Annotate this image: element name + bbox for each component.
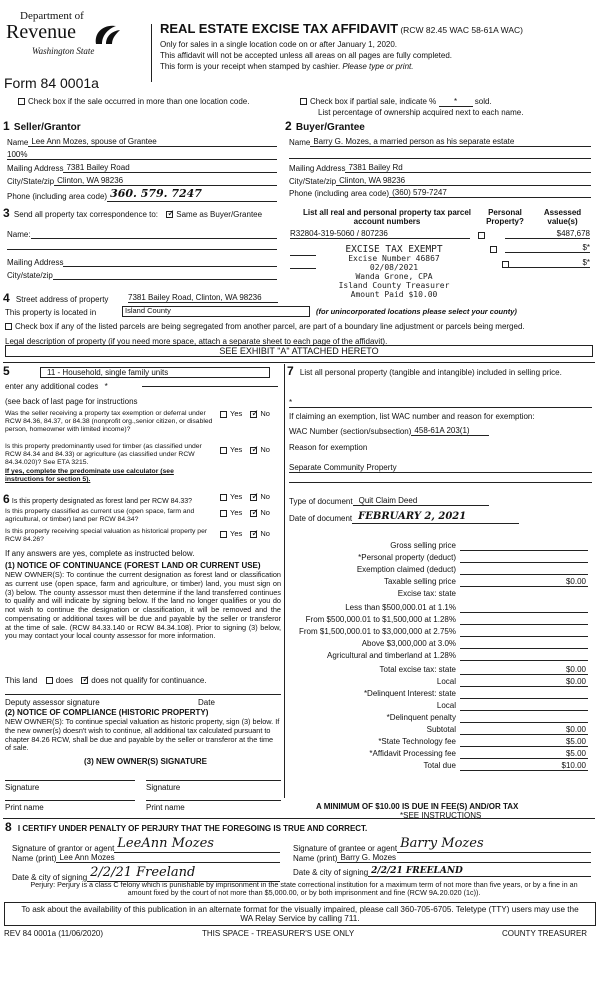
dept-line1: Department of (20, 10, 84, 22)
s3-city-label: City/state/zip (7, 271, 53, 280)
seller-phone-field[interactable]: 360. 579. 7247 (107, 188, 277, 202)
legal-description-field[interactable]: SEE EXHIBIT "A" ATTACHED HERETO (5, 345, 593, 357)
s5-q1-yes-label: Yes (230, 409, 243, 418)
s3-addr-row (7, 258, 277, 267)
s5-q2-no[interactable] (250, 447, 257, 454)
additional-codes-row (5, 382, 108, 391)
partial-pct-field[interactable]: * (439, 97, 473, 107)
buyer-pct-row (289, 150, 591, 159)
additional-codes-line (142, 386, 278, 387)
tax-value-local[interactable]: $0.00 (460, 677, 588, 687)
buyer-heading (285, 120, 365, 134)
parcel-3-field[interactable] (290, 268, 316, 269)
s5-q1-yes[interactable] (220, 411, 227, 418)
tax-label-delinq-pen: *Delinquent penalty (386, 713, 456, 722)
personal-property-1-checkbox[interactable] (478, 232, 485, 239)
s6-q2-no-label: No (260, 508, 270, 517)
owner-sig-line-1[interactable] (5, 780, 135, 781)
buyer-heading-text: Buyer/Grantee (295, 122, 365, 133)
buyer-name-field[interactable]: Barry G. Mozes, a married person as his separate estate (310, 137, 591, 147)
s5-q2-no-label: No (260, 445, 270, 454)
owner-print-line-1[interactable] (5, 800, 135, 801)
s6-q3-yes-label: Yes (230, 529, 243, 538)
assessed-value-2[interactable]: $* (505, 243, 590, 253)
s6-q1-yes[interactable] (220, 494, 227, 501)
reason-line-2 (289, 482, 592, 483)
seller-city-label: City/State/zip (7, 177, 55, 186)
tax-value-taxable[interactable]: $0.00 (460, 577, 588, 587)
grantor-name-row (12, 853, 280, 863)
excise-exempt-stamp (318, 245, 470, 299)
uninc-note: (for unincorporated locations please select your county) (316, 307, 517, 316)
tax-label-taxable: Taxable selling price (383, 577, 456, 586)
owner-print-line-2[interactable] (146, 800, 281, 801)
doc-type-row (289, 496, 489, 506)
seller-num: 1 (3, 119, 10, 133)
tax-label-local2: Local (436, 701, 456, 710)
doc-date-label: Date of document (289, 514, 353, 524)
tax-label-r3: From $1,500,000.01 to $3,000,000 at 2.75% (298, 627, 456, 636)
stamp-line5: Island County Treasurer (338, 280, 450, 290)
perjury-note: Perjury: Perjury is a class C felony which is punishable by imprisonment in the state correctional institution for a maximum term of not more than five years, or by a fine in an amount fixed by the court of not more than $5,000.00, or by both imprisonment and fine (RCW 9A.20.020 (1c)). (30, 880, 578, 898)
grantor-date-label: Date & city of signing (12, 872, 88, 882)
dor-swirl-icon (92, 22, 122, 48)
buyer-city-row (289, 176, 591, 186)
s6-n1-body: NEW OWNER(S): To continue the current designation as forest land or classification as current use (open space, farm and agriculture, or timber) land, you must sign on (3) below. The county assessor must then determine if the land transferred continues to qualify and will indicate by signing below. If the land no longer qualifies or you do not wish to continue the designation or classification, it will be removed and the compensating or additional taxes will be due and payable by the seller or transferor at the time of sale. (RCW 84.33.140 or RCW 84.34.108). Prior to signing (3) below, you may contact your local county assessor for more information. (5, 570, 281, 641)
tax-label-r4: Above $3,000,000 at 3.0% (361, 639, 456, 648)
land-not-qualify-checkbox[interactable] (81, 677, 88, 684)
section3-num: 3 (3, 206, 10, 220)
section6-num: 6 (3, 492, 10, 506)
s6-q3-text: Is this property receiving special valuation as historical property per RCW 84.26? (5, 528, 208, 544)
land-label: This land (5, 676, 38, 685)
tax-label-r2: From $500,000.01 to $1,500,000 at 1.28% (305, 615, 456, 624)
title-ref: (RCW 82.45 WAC 58-61A WAC) (400, 25, 523, 35)
partial-sale-check[interactable] (300, 97, 492, 107)
tax-label-r1: Less than $500,000.01 at 1.1% (345, 603, 456, 612)
s6-n2-title: (2) NOTICE OF COMPLIANCE (HISTORIC PROPERTY) (5, 708, 209, 717)
header-sub3-text: This form is your receipt when stamped by cashier. (160, 62, 341, 71)
buyer-name-row (289, 137, 591, 147)
multi-location-label: Check box if the sale occurred in more than one location code. (28, 97, 250, 106)
tax-value-r2[interactable] (460, 615, 588, 625)
parcels-header: List all real and personal property tax parcel account numbers (302, 208, 472, 227)
seller-phone-label: Phone (including area code) (7, 192, 108, 202)
buyer-name-label: Name (289, 138, 311, 147)
owner-sig-label-1: Signature (5, 783, 40, 792)
tax-label-excise-state: Excise tax: state (397, 589, 456, 598)
reason-field[interactable]: Separate Community Property (289, 463, 592, 473)
seller-phone-row (7, 188, 277, 202)
wac-label: WAC Number (section/subsection) (289, 427, 412, 436)
tax-value-delinq-pen[interactable] (460, 713, 588, 723)
s5-q2-answers (220, 446, 270, 455)
grantee-date-field[interactable]: 2/2/21 FREELAND (368, 866, 591, 877)
section8-divider (3, 818, 595, 819)
buyer-phone-field[interactable]: (360) 579-7247 (389, 188, 591, 198)
seller-city-row (7, 176, 277, 186)
stamp-line1: EXCISE TAX EXEMPT (345, 244, 443, 255)
seller-name-row (7, 137, 277, 147)
additional-codes-label: enter any additional codes (5, 382, 99, 391)
tax-value-r3[interactable] (460, 627, 588, 637)
tax-label-tech-fee: *State Technology fee (378, 737, 456, 746)
s6-n1-title: (1) NOTICE OF CONTINUANCE (FOREST LAND OR CURRENT USE) (5, 561, 261, 570)
tax-label-total-state: Total excise tax: state (379, 665, 456, 674)
seller-name-label: Name (7, 138, 29, 147)
assessor-sig-line[interactable] (5, 694, 281, 695)
buyer-city-label: City/State/zip (289, 177, 337, 186)
partial-sale-checkbox[interactable] (300, 98, 307, 105)
section-divider (3, 362, 595, 363)
section8-num: 8 (5, 820, 12, 834)
tax-value-r5[interactable] (460, 651, 588, 661)
tax-value-local2[interactable] (460, 701, 588, 711)
dept-line3: Washington State (32, 46, 95, 56)
buyer-pct-field[interactable] (289, 150, 591, 159)
rev-number: REV 84 0001a (11/06/2020) (4, 929, 104, 938)
tax-label-total-due: Total due (423, 761, 456, 770)
s5-q1-text: Was the seller receiving a property tax exemption or deferral under RCW 84.36, 84.37, or 84.38 (nonprofit org.,senior citizen, or disabled person, homeowner with limited income)? (5, 410, 213, 434)
buyer-addr-row (289, 163, 591, 173)
s5-q2-text: Is this property predominantly used for timber (as classified under RCW 84.34 and 84.33) or agriculture (as classified under RCW 84.34.020)? See ETA 3215. (5, 443, 202, 467)
s5-q1-no[interactable] (250, 411, 257, 418)
land-qualify-row (5, 676, 206, 685)
tax-value-personal[interactable] (460, 553, 588, 563)
tax-label-gross: Gross selling price (390, 541, 456, 550)
list-pct-note: List percentage of ownership acquired next to each name. (318, 108, 524, 117)
s6-if-any: If any answers are yes, complete as instructed below. (5, 549, 195, 558)
tax-label-r5: Agricultural and timberland at 1.28% (327, 651, 456, 660)
section5-num: 5 (3, 364, 10, 378)
tax-value-proc-fee[interactable]: $5.00 (460, 749, 588, 759)
stamp-line4: Wanda Grone, CPA (355, 272, 433, 282)
s6-q2-text: Is this property classified as current use (open space, farm and agricultural, or timber) land per RCW 84.34? (5, 508, 195, 524)
section3-label: Send all property tax correspondence to: (13, 210, 159, 219)
tax-value-exemption[interactable] (460, 565, 588, 575)
stamp-line6: Amount Paid $10.00 (350, 289, 438, 299)
grantor-date-field[interactable]: 2/2/21 Freeland (87, 866, 280, 882)
reason-label: Reason for exemption (289, 443, 368, 452)
section4-heading (3, 292, 108, 306)
s6-q3-no[interactable] (250, 531, 257, 538)
section3-heading (3, 207, 262, 221)
grantor-name-label: Name (print) (12, 854, 57, 863)
grantor-sig-row (12, 837, 280, 853)
header-sub2: This affidavit will not be accepted unless all areas on all pages are fully completed. (160, 51, 453, 60)
seller-addr-field[interactable]: 7381 Bailey Road (63, 163, 277, 173)
tax-value-gross[interactable] (460, 541, 588, 551)
s6-q1-text: Is this property designated as forest land per RCW 84.33? (11, 498, 193, 505)
s3-addr-field[interactable] (63, 258, 277, 267)
owner-print-label-1: Print name (5, 803, 44, 812)
certify-text: I CERTIFY UNDER PENALTY OF PERJURY THAT THE FOREGOING IS TRUE AND CORRECT. (17, 824, 368, 833)
buyer-addr-field[interactable]: 7381 Bailey Rd (345, 163, 591, 173)
grantee-name-field[interactable]: Barry G. Mozes (337, 853, 591, 863)
tax-value-r4[interactable] (460, 639, 588, 649)
sold-label: sold. (474, 97, 492, 106)
county-select[interactable]: Island County (122, 306, 310, 317)
tax-value-total-due[interactable]: $10.00 (460, 761, 588, 771)
s3-addr-label: Mailing Address (7, 258, 64, 267)
wac-field[interactable]: 458-61A 203(1) (411, 426, 489, 436)
tax-value-delinq-int[interactable] (460, 689, 588, 699)
section7-label: List all personal property (tangible and intangible) included in selling price. (299, 368, 562, 377)
partial-label: Check box if partial sale, indicate % (310, 97, 437, 106)
wac-row (289, 426, 489, 436)
multi-location-checkbox[interactable] (18, 98, 25, 105)
s6-q2-no[interactable] (250, 510, 257, 517)
s5-q1-answers (220, 410, 270, 419)
tax-value-subtotal[interactable]: $0.00 (460, 725, 588, 735)
seller-heading-text: Seller/Grantor (13, 122, 81, 133)
s6-q2-yes[interactable] (220, 510, 227, 517)
owner-print-label-2: Print name (146, 803, 185, 812)
s6-q2-answers (220, 509, 270, 518)
see-back-note: (see back of last page for instructions (5, 397, 138, 406)
s6-q1-answers (220, 493, 270, 502)
s5-q2-yes[interactable] (220, 447, 227, 454)
s3-name-row (7, 230, 277, 239)
seller-name-field[interactable]: Lee Ann Mozes, spouse of Grantee (28, 137, 277, 147)
land-does-checkbox[interactable] (46, 677, 53, 684)
header-sub1: Only for sales in a single location code on or after January 1, 2020. (160, 40, 398, 49)
doc-type-field[interactable]: Quit Claim Deed (353, 496, 489, 506)
seller-pct-row (7, 150, 277, 160)
grantee-name-label: Name (print) (293, 854, 338, 863)
same-as-buyer-label: Same as Buyer/Grantee (176, 210, 263, 219)
parcel-1-field[interactable]: R32804-319-5060 / 807236 (290, 229, 470, 239)
form-number: Form 84 0001a (4, 75, 99, 91)
street-label: Street address of property (15, 295, 109, 304)
use-code-select[interactable]: 11 - Household, single family units (40, 367, 270, 378)
parcel-2-field[interactable] (290, 255, 316, 256)
s6-q2-yes-label: Yes (230, 508, 243, 517)
doc-date-row (289, 511, 519, 524)
tax-label-subtotal: Subtotal (426, 725, 456, 734)
assessed-value-3[interactable]: $* (505, 258, 590, 268)
doc-date-field[interactable]: FEBRUARY 2, 2021 (352, 511, 519, 524)
s6-q1 (3, 493, 192, 507)
minimum-note: A MINIMUM OF $10.00 IS DUE IN FEE(S) AND/OR TAX (316, 802, 519, 811)
personal-property-header: Personal Property? (486, 208, 524, 227)
stamp-line3: 02/08/2021 (369, 263, 419, 273)
s6-q1-no-label: No (260, 492, 270, 501)
exempt-label: If claiming an exemption, list WAC number and reason for exemption: (289, 412, 535, 421)
s5-q1-no-label: No (260, 409, 270, 418)
buyer-addr-label: Mailing Address (289, 164, 346, 173)
section7-heading (287, 365, 592, 379)
owner-sig-label-2: Signature (146, 783, 181, 792)
county-treasurer-label: COUNTY TREASURER (502, 929, 588, 938)
tax-value-r1[interactable] (460, 603, 588, 613)
assessor-sig-label: Deputy assessor signature (5, 698, 100, 707)
seller-pct-field[interactable]: 100% (7, 150, 277, 160)
tax-value-tech-fee[interactable]: $5.00 (460, 737, 588, 747)
section4-num: 4 (3, 291, 10, 305)
s5-q2b-text: If yes, complete the predominate use calculator (see instructions for section 5). (5, 468, 174, 484)
certify-heading (5, 821, 367, 835)
tax-label-exemption: Exemption claimed (deduct) (356, 565, 456, 574)
header-sub3 (160, 62, 413, 71)
tax-label-proc-fee: *Affidavit Processing fee (369, 749, 456, 758)
buyer-phone-row (289, 188, 591, 198)
s6-n3-title: (3) NEW OWNER(S) SIGNATURE (84, 757, 207, 766)
s6-q1-yes-label: Yes (230, 492, 243, 501)
street-field[interactable]: 7381 Bailey Road, Clinton, WA 98236 (128, 293, 278, 303)
grantor-signature[interactable]: LeeAnn Mozes (114, 837, 280, 853)
s3-city-field[interactable] (53, 271, 277, 280)
buyer-phone-label: Phone (including area code) (289, 189, 390, 198)
s5-q2-yes-label: Yes (230, 445, 243, 454)
additional-codes-field[interactable]: * (104, 382, 108, 391)
s3-blank-line (7, 249, 277, 250)
s6-q3-answers (220, 530, 270, 539)
segregated-label: Check box if any of the listed parcels are being segregated from another parcel, are part of a boundary line adjustment or parcels being merged. (15, 322, 525, 331)
personal-property-field[interactable]: * (289, 398, 592, 408)
column-divider (284, 364, 285, 798)
header-sub3b: Please type or print. (342, 62, 414, 71)
personal-property-2-checkbox[interactable] (490, 246, 497, 253)
grantor-name-field[interactable]: Lee Ann Mozes (56, 853, 280, 863)
multi-location-check[interactable] (18, 97, 249, 106)
seller-addr-row (7, 163, 277, 173)
grantee-signature[interactable]: Barry Mozes (397, 837, 591, 853)
s6-q3-yes[interactable] (220, 531, 227, 538)
grantee-sig-row (293, 837, 591, 853)
s6-q1-no[interactable] (250, 494, 257, 501)
grantee-date-row (293, 866, 591, 877)
treasurer-only-label: THIS SPACE - TREASURER'S USE ONLY (202, 929, 355, 938)
legal-label: Legal description of property (if you need more space, attach a separate sheet to each page of the affidavit). (5, 337, 388, 346)
land-does-label: does (55, 676, 74, 685)
same-as-buyer-checkbox[interactable] (166, 211, 173, 218)
grantor-sig-label: Signature of grantor or agent (12, 843, 115, 853)
see-instructions-note: *SEE INSTRUCTIONS (400, 811, 482, 820)
grantee-date-label: Date & city of signing (293, 868, 369, 878)
grantee-sig-label: Signature of grantee or agent (293, 843, 398, 853)
header-divider (151, 24, 152, 82)
dept-line2: Revenue (6, 21, 76, 43)
title-block (160, 22, 523, 37)
assessor-date-label: Date (198, 698, 215, 707)
assessed-value-1[interactable]: $487,678 (505, 229, 590, 239)
stamp-line2: Excise Number 46867 (348, 254, 440, 264)
buyer-num: 2 (285, 119, 292, 133)
seller-city-field[interactable]: Clinton, WA 98236 (54, 176, 277, 186)
tax-value-total-state[interactable]: $0.00 (460, 665, 588, 675)
segregated-checkbox[interactable] (5, 323, 12, 330)
s6-q3-no-label: No (260, 529, 270, 538)
tax-label-personal: *Personal property (deduct) (358, 553, 456, 562)
owner-sig-line-2[interactable] (146, 780, 281, 781)
s6-n2-body: NEW OWNER(S): To continue special valuation as historic property, sign (3) below. If the new owner(s) doesn't wish to continue, all additional tax calculated pursuant to chapter 84.26 RCW, shall be due and payable by the seller or transferor at the time of sale. (5, 717, 280, 753)
section7-num: 7 (287, 364, 294, 378)
dor-logo (6, 8, 151, 70)
s3-name-label: Name: (7, 230, 31, 239)
seller-addr-label: Mailing Address (7, 164, 64, 173)
buyer-city-field[interactable]: Clinton, WA 98236 (336, 176, 591, 186)
tax-label-local: Local (436, 677, 456, 686)
grantee-name-row (293, 853, 591, 863)
land-not-qualify-label: does not qualify for continuance. (91, 676, 207, 685)
accessibility-note: To ask about the availability of this publication in an alternate format for the visually impaired, please call 360-705-6705. Teletype (TTY) users may use the WA Relay Service by calling 711. (4, 902, 596, 926)
s3-city-row (7, 271, 277, 280)
form-title: REAL ESTATE EXCISE TAX AFFIDAVIT (160, 21, 399, 36)
doc-type-label: Type of document (289, 497, 353, 506)
segregated-check[interactable] (5, 322, 525, 331)
located-label: This property is located in (5, 308, 97, 317)
seller-heading (3, 120, 81, 134)
s3-name-field[interactable] (31, 230, 277, 239)
tax-label-delinq-int: *Delinquent Interest: state (363, 689, 456, 698)
assessed-value-header: Assessed value(s) (543, 208, 582, 227)
